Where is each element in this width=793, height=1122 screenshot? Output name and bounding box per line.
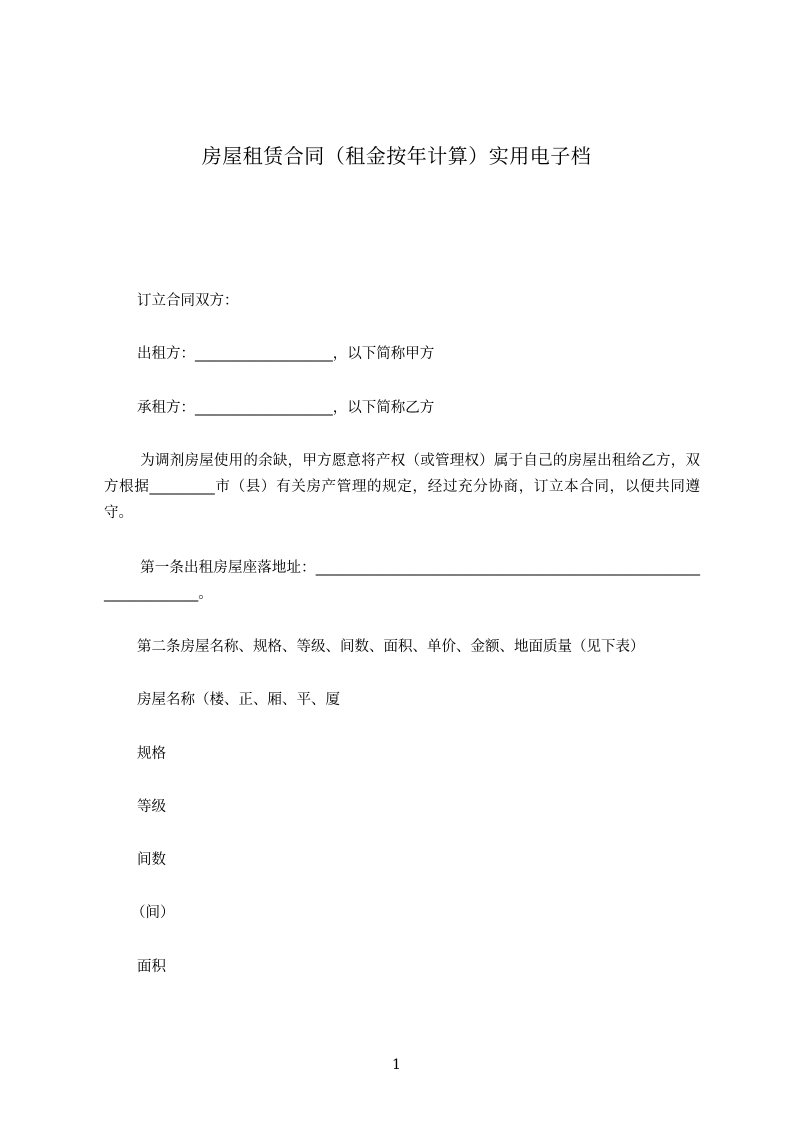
lessee-line: 承租方：___________________，以下简称乙方 [137, 400, 435, 416]
table-item-room-unit: （间） [131, 905, 175, 921]
intro-paragraph-text: 为调剂房屋使用的余缺，甲方愿意将产权（或管理权）属于自己的房屋出租给乙方，双方根据_________市（县）有关房产管理的规定，经过充分协商，订立本合同，以便共同遵守。 [104, 453, 700, 521]
parties-heading: 订立合同双方： [137, 293, 239, 309]
document-title: 房屋租赁合同（租金按年计算）实用电子档 [201, 144, 592, 168]
table-item-room-count: 间数 [137, 852, 166, 868]
table-item-spec: 规格 [137, 746, 166, 762]
page-number: 1 [392, 1057, 401, 1073]
table-item-grade: 等级 [137, 799, 166, 815]
article-2: 第二条房屋名称、规格、等级、间数、面积、单价、金额、地面质量（见下表） [137, 639, 645, 655]
article-1 [104, 555, 700, 607]
intro-paragraph [104, 448, 700, 526]
article-1-text: 第一条出租房屋座落地址：__________________________________________________________________。 [104, 560, 700, 602]
table-item-house-name: 房屋名称（楼、正、厢、平、厦 [137, 692, 340, 708]
lessor-line: 出租方：___________________，以下简称甲方 [137, 346, 435, 362]
table-item-area: 面积 [137, 959, 166, 975]
